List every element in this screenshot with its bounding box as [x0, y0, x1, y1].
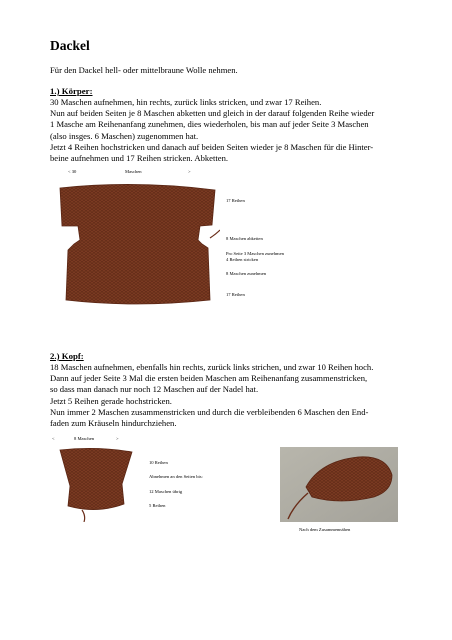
- section2-line: Dann auf jeder Seite 3 Mal die ersten beiden Maschen am Reihenanfang zusammenstricken,: [50, 373, 368, 384]
- photo2-top-right: >: [116, 436, 119, 441]
- section2-line: 18 Maschen aufnehmen, ebenfalls hin rechts, zurück links strichen, und zwar 10 Reihen hoch.: [50, 362, 374, 372]
- photo1-note: 17 Reihen: [226, 292, 245, 297]
- section2-line: so dass man danach nur noch 12 Maschen auf der Nadel hat.: [50, 384, 259, 395]
- sewn-head-photo: [280, 447, 398, 522]
- section1-line: 1 Masche am Reihenanfang zunehmen, dies wiederholen, bis man auf jeder Seite 3 Maschen: [50, 119, 369, 130]
- photo1-note: 8 Maschen abketten: [226, 236, 263, 241]
- photo1-top-left: < 30: [68, 169, 77, 174]
- section2-body: [50, 362, 410, 429]
- section1-body: [50, 97, 410, 164]
- section1-line: 30 Maschen aufnehmen, hin rechts, zurück links stricken, und zwar 17 Reihen.: [50, 97, 322, 107]
- section1-line: beine aufnehmen und 17 Reihen stricken. Abketten.: [50, 153, 229, 164]
- photo1-top-right: >: [188, 169, 191, 174]
- section1-line: Nun auf beiden Seiten je 8 Maschen abketten und gleich in der darauf folgenden Reihe wieder: [50, 108, 375, 119]
- photo2-note: 10 Reihen: [149, 460, 168, 465]
- photo1-top-mid: Maschen: [125, 169, 142, 174]
- page-title: Dackel: [50, 38, 90, 53]
- section2-line: Nun immer 2 Maschen zusammenstricken und durch die verbleibenden 6 Maschen den End-: [50, 406, 369, 417]
- photo1-note: 8 Maschen zunehmen: [226, 271, 267, 276]
- section2-heading: 2.) Kopf:: [50, 351, 84, 361]
- photo2-note: 5 Reihen: [149, 503, 166, 508]
- section1-line: (also insges. 6 Maschen) zugenommen hat.: [50, 130, 199, 141]
- photo3-caption: Nach dem Zusammennähen: [299, 527, 351, 532]
- photo1-note: 4 Reihen stricken: [226, 257, 259, 262]
- photo2-note: 12 Maschen übrig: [149, 489, 183, 494]
- photo2-top-mid: 8 Maschen: [74, 436, 95, 441]
- photo1-note: 17 Reihen: [226, 198, 245, 203]
- knitted-head-photo: [52, 444, 144, 522]
- section2-line: faden zum Kräuseln hindurchziehen.: [50, 418, 177, 429]
- intro-text: Für den Dackel hell- oder mittelbraune Wolle nehmen.: [50, 65, 238, 75]
- knitted-body-photo: [50, 180, 220, 315]
- photo2-note: Abnehmen an den Seiten bis:: [149, 474, 203, 479]
- photo1-note: Pro Seite 3 Maschen zunehmen: [226, 251, 284, 256]
- section1-heading: 1.) Körper:: [50, 86, 93, 96]
- section1-line: Jetzt 4 Reihen hochstricken und danach auf beiden Seiten wieder je 8 Maschen für die Hinter-: [50, 141, 374, 152]
- photo2-top-left: <: [52, 436, 55, 441]
- section2-line: Jetzt 5 Reihen gerade hochstricken.: [50, 395, 172, 406]
